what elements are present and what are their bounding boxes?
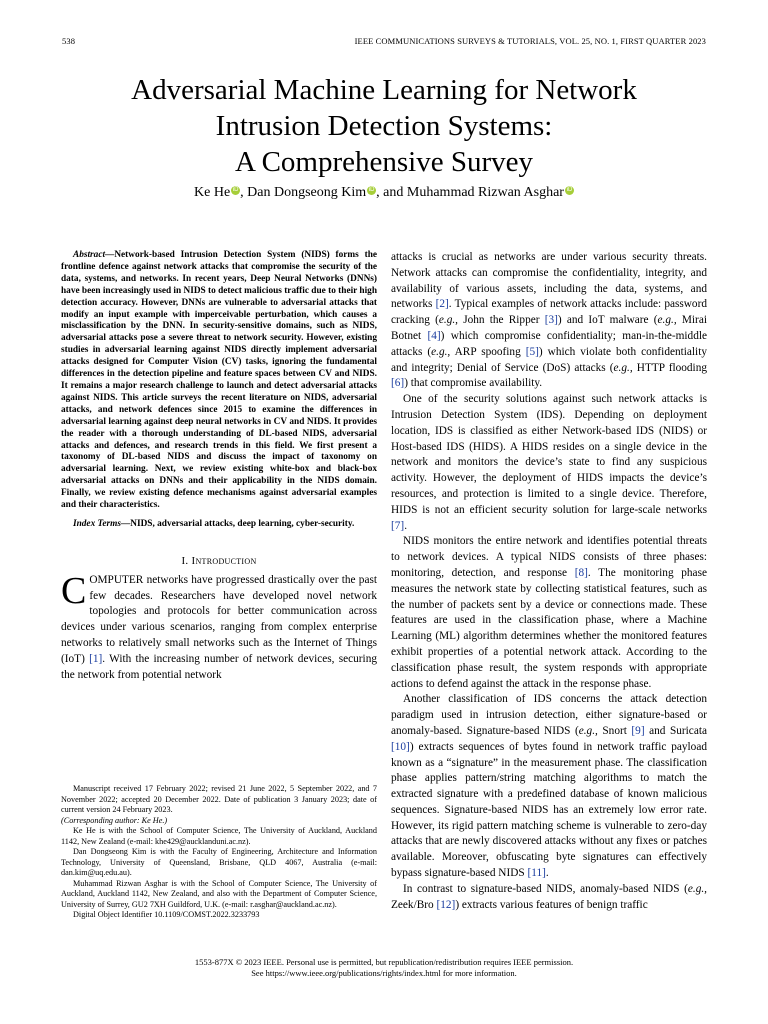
p4-text: .	[545, 867, 549, 880]
p2-text: One of the security solutions against such network attacks is Intrusion Detection System (IDS). Depending on deployment location, IDS is classified as either Network-based IDS (NIDS) or Host-based IDS (HIDS). A HIDS resides on a single device in the network and monitors the device’s state to find any suspicious activity. However, the deployment of HIDS impacts the device’s resources, and protection is limited to a single device. Therefore, HIDS is not an efficient security solution for large-scale networks	[391, 393, 707, 516]
paragraph-2	[391, 392, 707, 534]
footnote-asghar: Muhammad Rizwan Asghar is with the School of Computer Science, The University of Auckland, Auckland 1142, New Zealand, and also with the Department of Computer Science, University of Surrey, GU2 7XH Guildford, U.K. (e-mail: r.asghar@auckland.ac.nz).	[61, 878, 377, 909]
p1-text: ARP spoofing	[450, 345, 526, 358]
footnote-corresponding: (Corresponding author: Ke He.)	[61, 815, 168, 825]
p4-text: Snort	[597, 724, 632, 737]
footnote-ke-he: Ke He is with the School of Computer Science, The University of Auckland, Auckland 1142, New Zealand (e-mail: khe429@aucklanduni.ac.nz).	[61, 826, 377, 846]
p2-text: .	[404, 519, 408, 532]
eg-text: e.g.,	[687, 882, 707, 895]
abstract-label: Abstract	[73, 250, 106, 260]
running-header	[62, 36, 706, 48]
p1-text: John the Ripper	[458, 314, 545, 327]
citation-link[interactable]: [1]	[89, 652, 103, 665]
paper-title	[0, 72, 768, 180]
citation-link[interactable]: [12]	[436, 898, 456, 911]
p1-text: . Typical examples of network attacks include: password cracking (	[391, 298, 707, 327]
p1-text: ) which compromise confidentiality; man-in-the-middle attacks (	[391, 329, 707, 358]
right-column	[391, 250, 707, 913]
footnote-kim: Dan Dongseong Kim is with the Faculty of Engineering, Architecture and Information Technology, University of Queensland, Brisbane, QLD 4067, Australia (e-mail: dan.kim@uq.edu.au).	[61, 847, 377, 877]
orcid-icon[interactable]: iD	[566, 187, 573, 193]
p3-text: NIDS monitors the entire network and identifies potential threats to network devices. A typical NIDS consists of three phases: monitoring, detection, and response	[391, 535, 707, 579]
drop-cap: C	[61, 569, 87, 612]
index-terms	[61, 519, 377, 531]
footnote-doi: Digital Object Identifier 10.1109/COMST.2022.3233793	[73, 910, 260, 919]
citation-link[interactable]: [10]	[391, 740, 410, 753]
paragraph-4	[391, 692, 707, 882]
section-number: I.	[181, 554, 189, 567]
abstract	[61, 250, 377, 512]
citation-link[interactable]: [11]	[527, 867, 546, 880]
eg-text: e.g.,	[578, 724, 598, 737]
paragraph-3	[391, 534, 707, 692]
p3-text: . The monitoring phase measures the network state by collecting statistical features, such as the number of packets sent by a device or connections made. These features are used in the classification phase, where a Machine Learning (ML) algorithm determines whether the monitored features exhibit properties of a potential network attack. According to the classification phase result, the system responds with appropriate actions to defend against the attack in the response phase.	[391, 566, 707, 690]
author-list	[0, 184, 768, 202]
orcid-icon[interactable]: iD	[232, 187, 239, 193]
author-asghar: , and Muhammad Rizwan Asghar	[376, 185, 564, 200]
eg-text: e.g.,	[613, 361, 633, 374]
eg-text: e.g.,	[438, 314, 458, 327]
p1-text: ) that compromise availability.	[404, 377, 543, 390]
section-title: Introduction	[191, 554, 257, 567]
orcid-icon[interactable]: iD	[368, 187, 375, 193]
p5-text: ) extracts various features of benign traffic	[455, 898, 648, 911]
paragraph-5	[391, 882, 707, 914]
footnote-manuscript-text: Manuscript received 17 February 2022; revised 21 June 2022, 5 September 2022, and 7 November 2022; accepted 20 December 2022. Date of publication 3 January 2023; date of current version 24 February 2023.	[61, 784, 377, 814]
citation-link[interactable]: [6]	[391, 377, 405, 390]
eg-text: e.g.,	[657, 314, 677, 327]
citation-link[interactable]: [8]	[574, 566, 588, 579]
eg-text: e.g.,	[431, 345, 451, 358]
footnotes	[61, 784, 377, 921]
abstract-text: —Network-based Intrusion Detection System (NIDS) forms the frontline defence against network attacks that compromise the security of the data, systems, and networks. In recent years, Deep Neural Networks (DNNs) have been increasingly used in NIDS to detect malicious traffic due to their high detection accuracy. However, DNNs are vulnerable to adversarial attacks that modify an input example with imperceivable perturbation, which causes a misclassification by the DNN. In security-sensitive domains, such as NIDS, adversarial attacks pose a severe threat to network security. However, existing studies in adversarial learning against NIDS directly implement adversarial attacks designed for Computer Vision (CV) tasks, ignoring the fundamental differences in the detection pipeline and feature spaces between CV and NIDS. It remains a major research challenge to launch and detect adversarial attacks against NIDS. This article surveys the recent literature on NIDS, adversarial attacks, and network defences since 2015 to examine the differences in adversarial learning against deep neural networks in CV and NIDS. It provides the reader with a thorough understanding of DL-based NIDS, adversarial attacks and defences, and research trends in this field. We first present a taxonomy of DL-based NIDS and discuss the impact of taxonomy on adversarial learning. Next, we review existing white-box and black-box adversarial attacks on DNNs and their applicability in the NIDS domain. Finally, we review existing defence mechanisms against adversarial examples and their characteristics.	[61, 250, 378, 511]
p1-text: attacks is crucial as networks are under various security threats. Network attacks can compromise the confidentiality, integrity, and availability of various assets, including the data, systems, and networks	[391, 251, 707, 311]
title-line-1: Adversarial Machine Learning for Network	[131, 74, 637, 106]
title-line-3: A Comprehensive Survey	[234, 146, 533, 178]
intro-paragraph	[61, 569, 377, 684]
citation-link[interactable]: [5]	[525, 345, 539, 358]
section-heading	[61, 555, 377, 567]
index-terms-label: Index Terms	[73, 518, 121, 529]
left-column	[61, 250, 377, 683]
p4-text: Another classification of IDS concerns the attack detection paradigm used in intrusion detection, either signature-based or anomaly-based. Signature-based NIDS (	[391, 693, 707, 737]
author-dan-kim: , Dan Dongseong Kim	[240, 185, 367, 200]
p1-text: Mirai Botnet	[391, 314, 707, 342]
p4-text: ) extracts sequences of bytes found in network traffic payload known as a “signature” in the measurement phase. The classification phase applies pattern/string matching algorithms to match the extracted signature with a predefined database of known malicious sequences. Signature-based NIDS has an extremely low error rate. However, its rigid pattern matching scheme is vulnerable to zero-day attacks that are newly discovered attacks without any fixes or patches available. Moreover, obfuscating byte signatures can effectively bypass signature-based NIDS	[391, 740, 707, 880]
copyright-line: 1553-877X © 2023 IEEE. Personal use is permitted, but republication/redistribution requires IEEE permission.	[194, 957, 574, 967]
p1-text: ) and IoT malware (	[557, 314, 658, 327]
citation-link[interactable]: [2]	[435, 298, 449, 311]
intro-caps: OMPUTER	[89, 573, 144, 586]
p1-text: HTTP flooding	[632, 361, 707, 374]
footnote-manuscript	[61, 784, 377, 826]
author-ke-he: Ke He	[194, 185, 231, 200]
index-terms-text: —NIDS, adversarial attacks, deep learning, cyber-security.	[120, 518, 355, 529]
copyright-footer	[0, 957, 768, 979]
intro-text: networks have progressed drastically over the past few decades. Researchers have developed novel network topologies and protocols for better communication across devices under various scenarios, ranging from complex enterprise networks to relatively small networks such as the Internet of Things (IoT)	[61, 573, 377, 665]
intro-text-cont: . With the increasing number of network devices, securing the network from potential network	[61, 652, 377, 681]
p1-text: ) which violate both confidentiality and integrity; Denial of Service (DoS) attacks (	[391, 345, 707, 374]
rights-link-line[interactable]: See https://www.ieee.org/publications/rights/index.html for more information.	[251, 968, 517, 978]
citation-link[interactable]: [9]	[631, 724, 645, 737]
citation-link[interactable]: [4]	[427, 329, 441, 342]
p4-text: and Suricata	[644, 724, 707, 737]
paragraph-1	[391, 250, 707, 392]
title-line-2: Intrusion Detection Systems:	[215, 110, 553, 142]
citation-link[interactable]: [3]	[544, 314, 558, 327]
journal-name: IEEE COMMUNICATIONS SURVEYS & TUTORIALS, VOL. 25, NO. 1, FIRST QUARTER 2023	[354, 36, 706, 46]
p5-text: Zeek/Bro	[391, 898, 437, 911]
p5-text: In contrast to signature-based NIDS, anomaly-based NIDS (	[403, 882, 688, 895]
page-number: 538	[62, 36, 76, 46]
citation-link[interactable]: [7]	[391, 519, 405, 532]
